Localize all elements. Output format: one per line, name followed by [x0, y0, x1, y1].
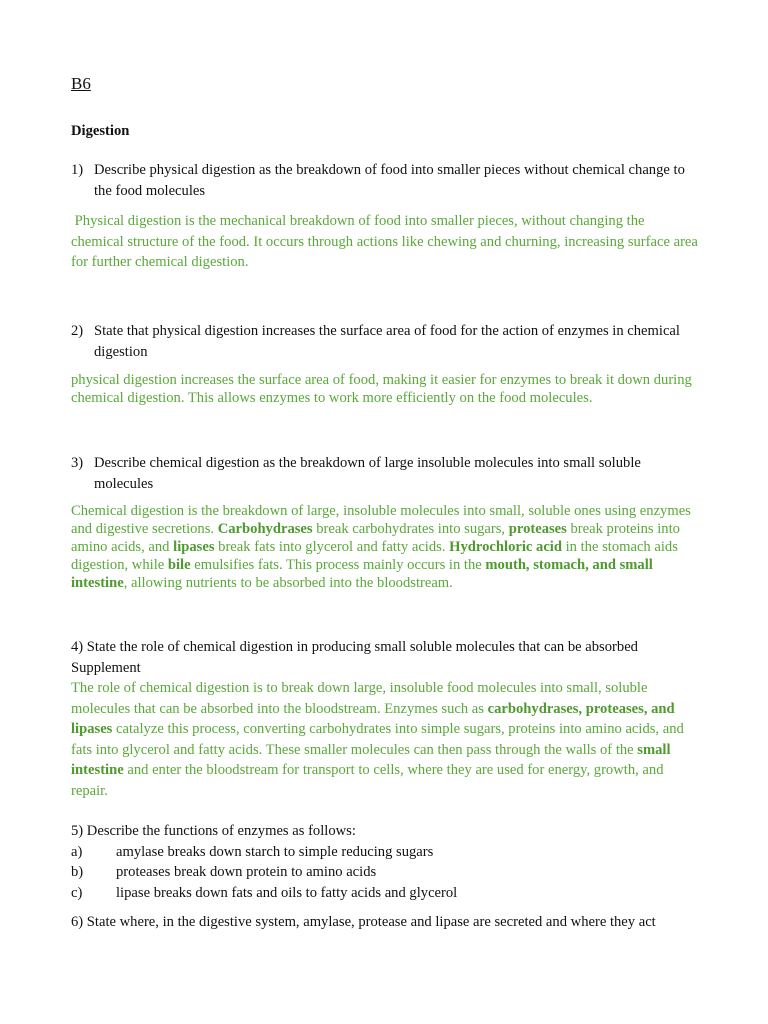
- answer-4-keyword: carbohydrases, proteases, and lipases: [71, 700, 675, 737]
- list-item-letter: a): [71, 844, 83, 860]
- list-item-text: lipase breaks down fats and oils to fatty acids and glycerol: [116, 885, 458, 901]
- answer-3-keyword: proteases: [508, 521, 567, 537]
- question-1-text: Describe physical digestion as the breakdown of food into smaller pieces without chemical change to the food molecules: [94, 162, 685, 199]
- answer-3-part: Chemical digestion is the breakdown of large, insoluble molecules into small, soluble ones using enzymes and digestive secretions.: [71, 503, 691, 537]
- question-2-text: State that physical digestion increases the surface area of food for the action of enzymes in chemical digestion: [94, 323, 680, 360]
- answer-3-keyword: bile: [167, 557, 191, 573]
- question-3-text: Describe chemical digestion as the breakdown of large insoluble molecules into small soluble molecules: [94, 455, 641, 492]
- section-heading: Digestion: [71, 123, 130, 139]
- answer-3-part: break carbohydrates into sugars,: [312, 521, 509, 537]
- question-1: [71, 160, 699, 202]
- list-item-text: proteases break down protein to amino acids: [116, 864, 377, 880]
- answer-4-part: The role of chemical digestion is to break down large, insoluble food molecules into small, soluble molecules that can be absorbed into the bloodstream. Enzymes such as: [71, 680, 648, 717]
- supplement-label: Supplement: [71, 660, 141, 676]
- answer-3-part: in the stomach aids digestion, while: [71, 539, 678, 573]
- answer-4-keyword: small intestine: [71, 741, 671, 778]
- answer-3-keyword: lipases: [173, 539, 215, 555]
- answer-3-keyword: Carbohydrases: [217, 521, 313, 537]
- answer-3-part: break proteins into amino acids, and: [71, 521, 680, 555]
- answer-3-keyword: mouth, stomach, and small intestine: [71, 557, 653, 591]
- answer-1: Physical digestion is the mechanical breakdown of food into smaller pieces, without changing the chemical structure of the food. It occurs through actions like chewing and churning, increasing surface area for further chemical digestion.: [71, 213, 702, 270]
- answer-3-part: emulsifies fats. This process mainly occurs in the: [190, 557, 486, 573]
- question-4-text: 4) State the role of chemical digestion in producing small soluble molecules that can be absorbed: [71, 639, 638, 655]
- answer-4: [71, 678, 699, 801]
- answer-3: [71, 502, 699, 592]
- list-item-letter: c): [71, 885, 83, 901]
- question-2-number: 2): [71, 323, 84, 339]
- question-6-text: 6) State where, in the digestive system, amylase, protease and lipase are secreted and where they act: [71, 914, 656, 930]
- answer-4-part: and enter the bloodstream for transport to cells, where they are used for energy, growth, and repair.: [71, 762, 664, 799]
- answer-3-keyword: Hydrochloric acid: [449, 539, 562, 555]
- question-2: [71, 321, 699, 363]
- question-5-text: 5) Describe the functions of enzymes as follows:: [71, 823, 356, 839]
- list-item-text: amylase breaks down starch to simple reducing sugars: [116, 844, 434, 860]
- question-3-number: 3): [71, 455, 84, 471]
- answer-3-part: break fats into glycerol and fatty acids.: [214, 539, 450, 555]
- answer-2: physical digestion increases the surface area of food, making it easier for enzymes to break it down during chemical digestion. This allows enzymes to work more efficiently on the food molecules.: [71, 372, 692, 406]
- unit-code: B6: [71, 74, 91, 93]
- answer-4-part: catalyze this process, converting carbohydrates into simple sugars, proteins into amino acids, and fats into glycerol and fatty acids. These smaller molecules can then pass through the walls of the: [71, 721, 684, 758]
- list-item-letter: b): [71, 864, 84, 880]
- question-3: [71, 453, 699, 495]
- question-1-number: 1): [71, 162, 84, 178]
- answer-3-part: , allowing nutrients to be absorbed into the bloodstream.: [123, 575, 453, 591]
